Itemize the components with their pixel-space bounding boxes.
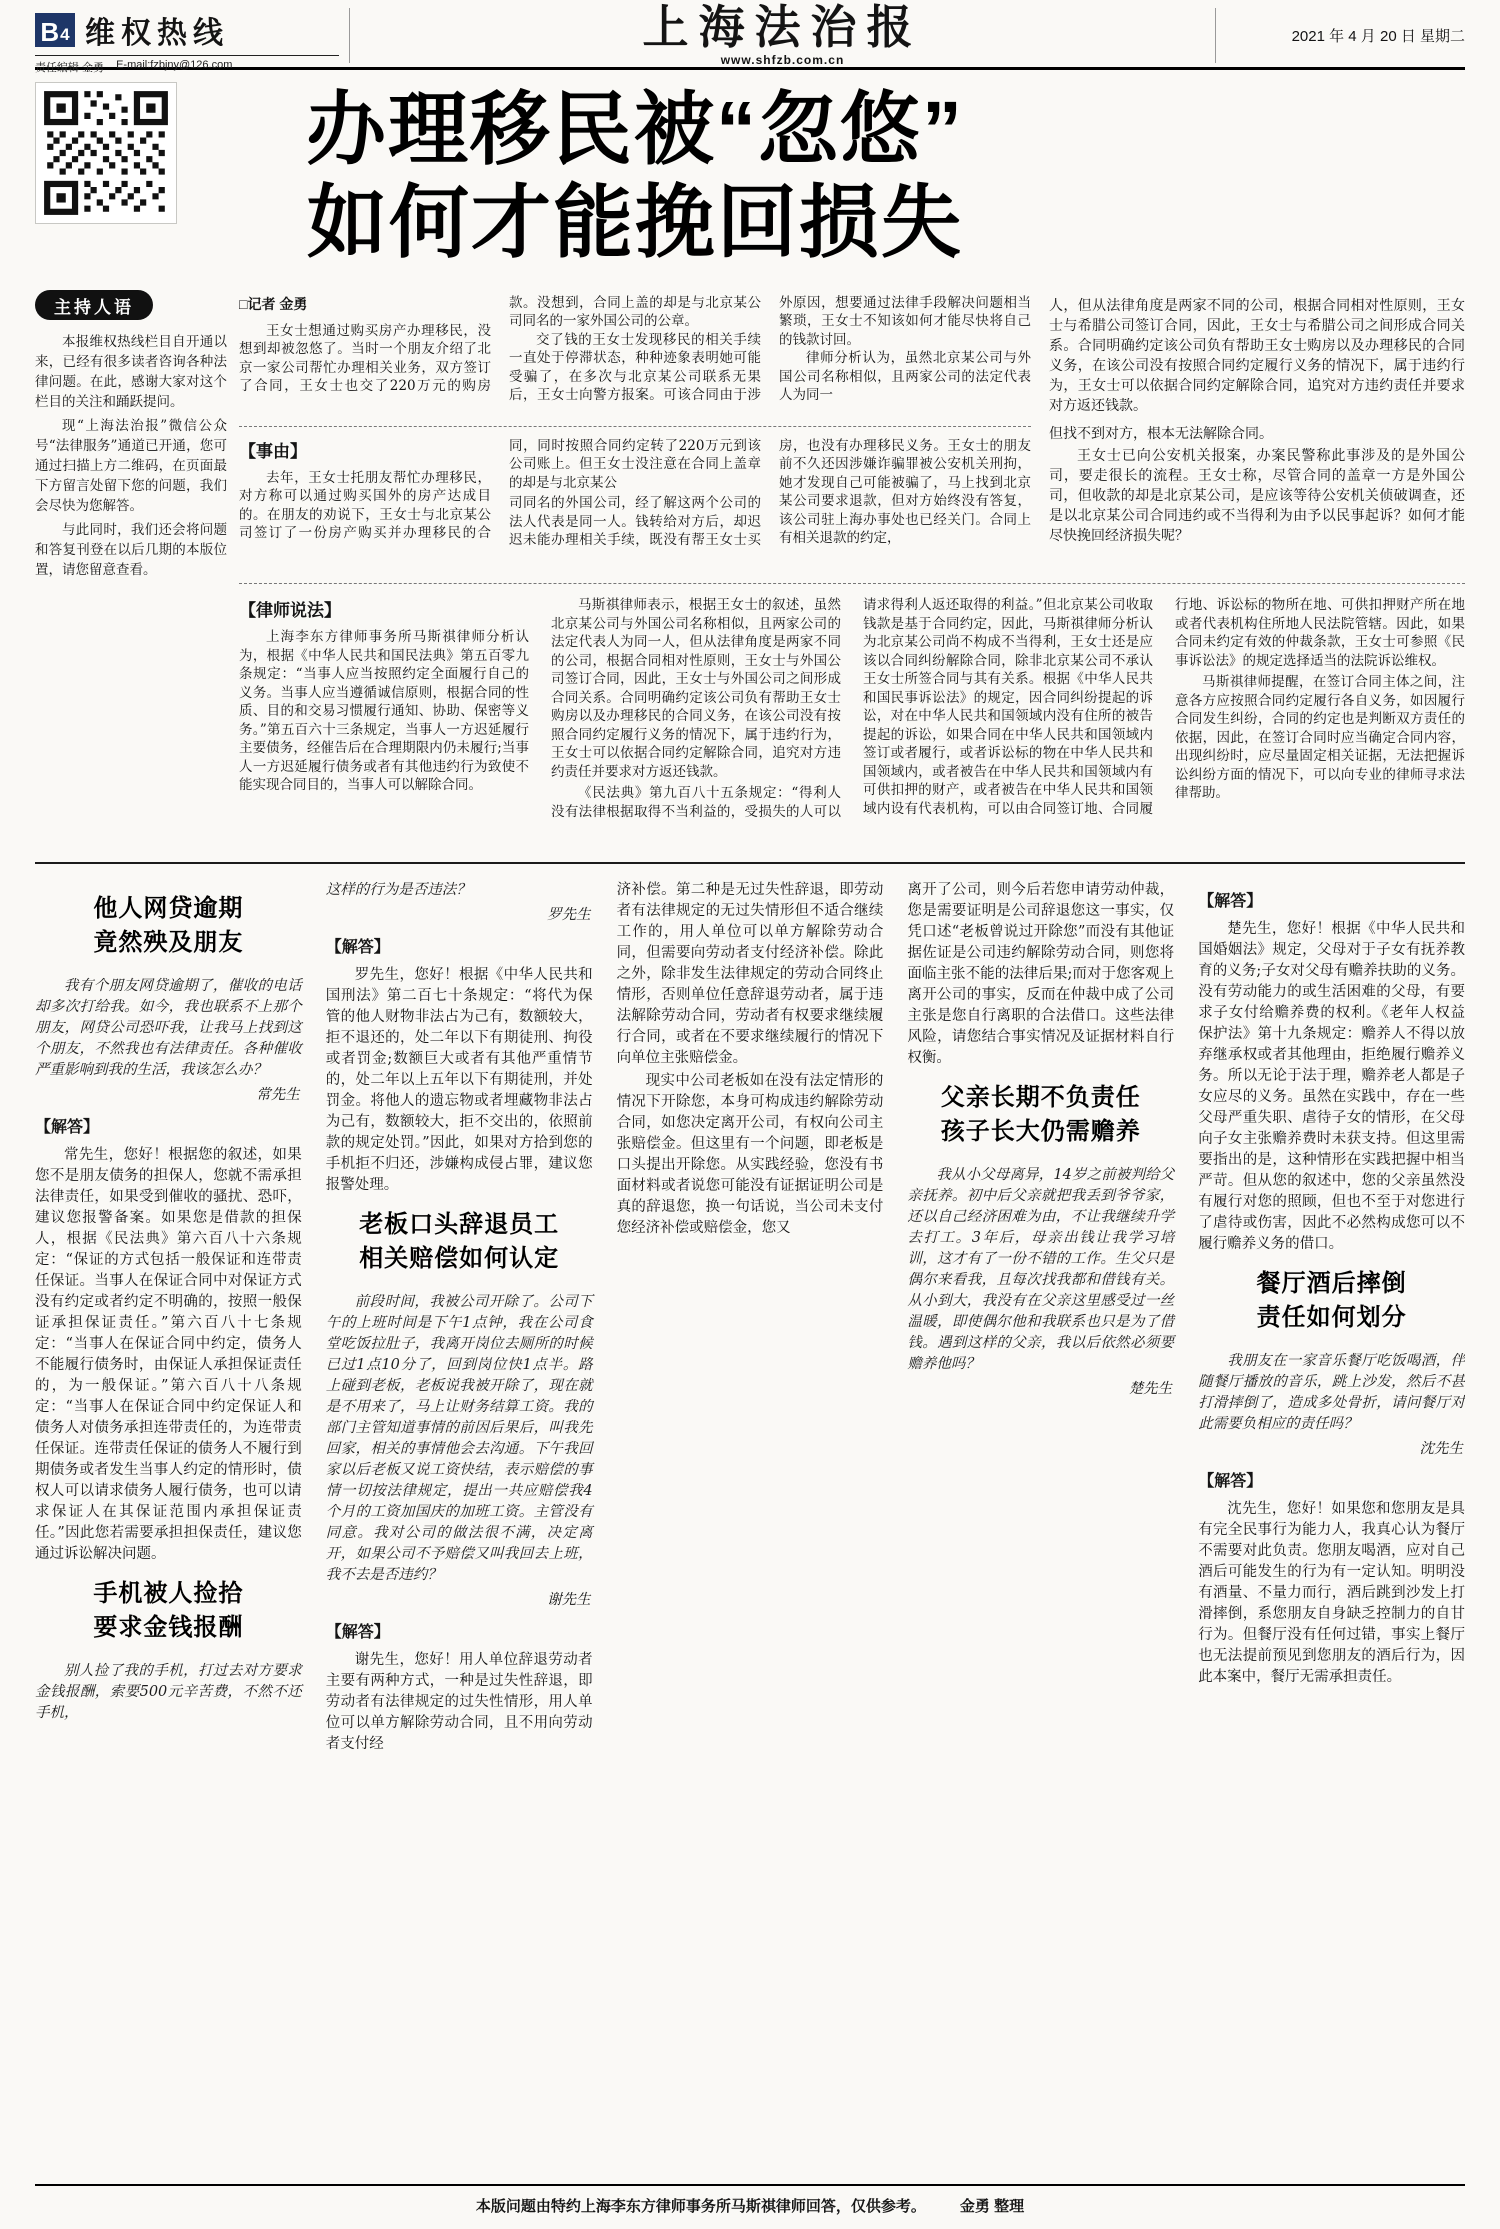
answer-label: 【解答】	[1198, 1473, 1263, 1491]
main-article-center	[239, 82, 1031, 569]
sidebar	[35, 82, 227, 584]
lawyer-paragraph: 马斯祺律师表示，根据王女士的叙述，虽然北京某公司与外国公司名称相似，且两家公司的法定代表人为同一人，但从法律角度是两家不同的公司，根据合同相对性原则，王女士与外国公司签订合同，因此，王女士与外国公司之间形成合同关系。合同明确约定该公司负有帮助王女士购房以及办理移民的合同义务，在该公司没有按照合同约定履行义务的情况下，属于违约行为，王女士可以依据合同约定解除合同，追究对方违约责任并要求对方返还钱款。	[551, 597, 841, 780]
answer-label: 【解答】	[325, 939, 390, 956]
lawyer-paragraph: 上海李东方律师事务所马斯祺律师分析认为，根据《中华人民共和国民法典》第五百零九条规定：“当事人应当按照约定全面履行自己的义务。当事人应当遵循诚信原则，根据合同的性质、目的和交易习惯履行通知、协助、保密等义务。”第五百六十三条规定，当事人一方迟延履行主要债务，经催告后在合理期限内仍未履行;当事人一方迟延履行债务或者有其他违约行为致使不能实现合同目的，当事人可以解除合同。	[239, 629, 529, 793]
qa-column-5	[1198, 880, 1465, 2126]
editor-line	[35, 56, 339, 75]
qa-question: 我有个朋友网贷逾期了，催收的电话却多次打给我。如今，我也联系不上那个朋友，网贷公司恐吓我，让我马上找到这个朋友，不然我也有法律责任。各种催收严重影响到我的生活，我该怎么办？	[35, 978, 302, 1079]
article-title-restaurant	[1198, 1267, 1465, 1335]
qa-answer: 楚先生，您好！根据《中华人民共和国婚姻法》规定，父母对于子女有抚养教育的义务;子女对父母有赡养扶助的义务。没有劳动能力的或生活困难的父母，有要求子女付给赡养费的权利。《老年人权益保护法》第十九条规定：赡养人不得以放弃继承权或者其他理由，拒绝履行赡养义务。所以无论于法于理，赡养老人都是子女应尽的义务。虽然在实践中，存在一些父母严重失职、虐待子女的情形，在父母向子女主张赡养费时未获支持。但这里需要指出的是，这种情形在实践把握中相当严苛。但从您的叙述中，您的父亲虽然没有履行对您的照顾，但也不至于对您进行了虐待或伤害，因此不必然构成您可以不履行赡养义务的借口。	[1198, 921, 1465, 1252]
qa-answer-continued: 济补偿。第二种是无过失性辞退，即劳动者有法律规定的无过失情形但不适合继续工作的，用人单位可以单方解除劳动合同，但需要向劳动者支付经济补偿。除此之外，除非发生法律规定的劳动合同终止情形，否则单位任意辞退劳动者，属于违法解除劳动合同，劳动者有权要求继续履行合同，或者在不要求继续履行的情况下向单位主张赔偿金。	[616, 882, 884, 1066]
cause-section	[239, 426, 1031, 552]
answer-label: 【解答】	[35, 1119, 100, 1137]
host-note-paragraph: 与此同时，我们还会将问题和答复刊登在以后几期的本版位置，请您留意查看。	[35, 522, 227, 578]
footer-credit: 金勇 整理	[959, 2198, 1025, 2215]
article-title-loan	[35, 892, 302, 960]
intro-paragraph: 王女士想通过购买房产办理移民，没想到却被忽悠了。当时一个朋友介绍了北京一家公司帮忙办理相关业务，双方签订了合同，王女士也交了220万元的购房款。没想到，合同上盖的却是与北京某公司同名的一家外国公司的公章。	[239, 294, 761, 395]
analysis-paragraph: 但找不到对方，根本无法解除合同。	[1049, 426, 1273, 442]
title-line: 责任如何划分	[1256, 1304, 1407, 1332]
cause-section-label: 【事由】	[239, 441, 307, 461]
main-article-area	[35, 82, 1465, 584]
article-title-father	[907, 1081, 1174, 1149]
host-note-paragraph: 本报维权热线栏目自开通以来，已经有很多读者咨询各种法律问题。在此，感谢大家对这个栏目的关注和踊跃提问。	[35, 334, 227, 410]
issue-date: 2021 年 4 月 20 日 星期二	[1215, 8, 1465, 63]
footer-note: 本版问题由特约上海李东方律师事务所马斯祺律师回答，仅供参考。	[475, 2198, 926, 2215]
qa-asker: 谢先生	[547, 1592, 591, 1609]
editor-email: E-mail:fzbjny@126.com	[116, 59, 233, 71]
section-title: 维权热线	[85, 17, 229, 50]
headline-line-1: 办理移民被“忽悠”	[306, 85, 964, 174]
main-article-body	[239, 82, 1465, 584]
title-line: 餐厅酒后摔倒	[1256, 1270, 1407, 1297]
editor-name: 责任编辑 金勇	[35, 62, 105, 74]
host-note-title: 主持人语	[35, 290, 153, 320]
header-center	[350, 0, 1215, 67]
title-line: 手机被人捡拾	[93, 1580, 244, 1608]
answer-label: 【解答】	[325, 1624, 390, 1642]
qa-answer-continued: 离开了公司，则今后若您申请劳动仲裁，您是需要证明是公司辞退您这一事实，仅凭口述“老板曾说过开除您”而没有其他证据佐证是公司违约解除劳动合同，则您将面临主张不能的法律后果;而对于您客观上离开公司的事实，反而在仲裁中成了公司主张是您自行离职的合法借口。这些法律风险，请您结合事实情况及证据材料自行权衡。	[907, 882, 1175, 1066]
page-footer	[35, 2184, 1465, 2229]
qa-answer: 常先生，您好！根据您的叙述，如果您不是朋友债务的担保人，您就不需承担法律责任，如果受到催收的骚扰、恐吓，建议您报警备案。如果您是借款的担保人，根据《民法典》第六百八十六条规定：“保证的方式包括一般保证和连带责任保证。当事人在保证合同中对保证方式没有约定或者约定不明确的，按照一般保证承担保证责任。”第六百八十七条规定：“当事人在保证合同中约定，债务人不能履行债务时，由保证人承担保证责任的，为一般保证。”第六百八十八条规定：“当事人在保证合同中约定保证人和债务人对债务承担连带责任的，为连带责任保证。连带责任保证的债务人不履行到期债务或者发生当事人约定的情形时，债权人可以请求债务人履行债务，也可以请求保证人在其保证范围内承担保证责任。”因此您若需要承担担保责任，建议您通过诉讼解决问题。	[35, 1147, 302, 1563]
qa-answer: 沈先生，您好！如果您和您朋友是具有完全民事行为能力人，我真心认为餐厅不需要对此负责。您朋友喝酒，应对自己酒后可能发生的行为有一定认知。明明没有酒量、不量力而行，酒后跳到沙发上打滑摔倒，系您朋友自身缺乏控制力的自甘行为。但餐厅没有任何过错，事实上餐厅也无法提前预见到您朋友的酒后行为，因此本案中，餐厅无需承担责任。	[1198, 1501, 1465, 1686]
title-line: 老板口头辞退员工	[359, 1211, 560, 1238]
lawyer-section-label: 【律师说法】	[239, 601, 341, 620]
lawyer-paragraph: 马斯祺律师提醒，在签订合同主体之间，注意各方应按照合同约定履行各自义务，如因履行合同发生纠纷，合同的约定也是判断双方责任的依据，因此，在签订合同时应当确定合同内容，出现纠纷时，应尽量固定相关证据，无法把握诉讼纠纷方面的情况下，可以向专业的律师寻求法律帮助。	[1175, 674, 1465, 801]
title-line: 竟然殃及朋友	[93, 929, 244, 957]
masthead: 上海法治报	[642, 0, 923, 54]
qa-asker: 常先生	[256, 1087, 300, 1104]
cause-paragraph: 司同名的外国公司，经了解这两个公司的法人代表是同一人。钱转给对方后，却迟迟未能办理相关手续，既没有帮王女士买房，也没有办理移民义务。王女士的朋友前不久还因涉嫌诈骗罪被公安机关刑拘，她才发现自己可能被骗了，马上找到北京某公司要求退款，但对方始终没有答复，该公司驻上海办事处也已经关门。合同上有相关退款的约定，	[509, 437, 1031, 549]
qa-answer-continued: 现实中公司老板如在没有法定情形的情况下开除您，本身可构成违约解除劳动合同，如您决定离开公司，有权向公司主张赔偿金。但这里有一个问题，即老板是口头提出开除您。从实践经验，您没有书面材料或者说您可能没有证据证明公司是真的辞退您，换一句话说，当公司未支付您经济补偿或赔偿金，您又	[616, 1073, 884, 1236]
title-line: 孩子长大仍需赡养	[940, 1118, 1141, 1146]
analysis-paragraph: 王女士已向公安机关报案，办案民警称此事涉及的是外国公司，要走很长的流程。王女士称，尽管合同的盖章一方是外国公司，但收款的却是北京某公司，是应该等待公安机关侦破调查，还是以北京某公司合同违约或不当得利为由予以民事起诉？如何才能尽快挽回经济损失呢？	[1049, 448, 1465, 544]
article-intro	[239, 294, 1031, 412]
lawyer-paragraph: 《民法典》第九百八十五条规定：“得利人没有法律根据取得不当利益的，受损失的人可以请求得利人返还取得的利益。”但北京某公司收取钱款是基于合同约定，因此，马斯祺律师分析认为北京某公司尚不构成不当得利，王女士还是应该以合同纠纷解除合同，除非北京某公司不承认王女士所签合同与其有关系。根据《中华人民共和国民事诉讼法》的规定，因合同纠纷提起的诉讼，对在中华人民共和国领域内没有住所的被告提起的诉讼，如果合同在中华人民共和国领域内签订或者履行，或者诉讼标的物在中华人民共和国领域内，或者被告在中华人民共和国领域内有可供扣押的财产，或者被告在中华人民共和国领域内设有代表机构，可以由合同签订地、合同履行地、诉讼标的物所在地、可供扣押财产所在地或者代表机构住所地人民法院管辖。因此，如果合同未约定有效的仲裁条款，王女士可参照《民事诉讼法》的规定选择适当的法院诉讼维权。	[551, 597, 1465, 820]
website-url: www.shfzb.com.cn	[720, 53, 845, 67]
qa-question: 别人捡了我的手机，打过去对方要求金钱报酬，索要500元辛苦费，不然不还手机，	[35, 1663, 302, 1722]
qa-asker: 罗先生	[547, 907, 591, 923]
article-title-boss	[326, 1208, 593, 1276]
page-badge-letter: B	[40, 17, 60, 47]
analysis-column	[1049, 82, 1465, 569]
intro-paragraph: 交了钱的王女士发现移民的相关手续一直处于停滞状态，种种迹象表明她可能受骗了，在多次与北京某公司联系无果后，王女士向警方报案。可该合同由于涉外原因，想要通过法律手段解决问题相当繁琐，王女士不知该如何才能尽快将自己的钱款讨回。	[509, 294, 1031, 404]
qr-code	[35, 82, 177, 224]
qa-column-2	[326, 880, 593, 2126]
qa-asker: 楚先生	[1128, 1381, 1173, 1398]
host-note-paragraph: 现“上海法治报”微信公众号“法律服务”通道已开通，您可通过扫描上方二维码，在页面最下方留言处留下您的问题，我们会尽快为您解答。	[35, 418, 227, 514]
intro-paragraph: 律师分析认为，虽然北京某公司与外国公司名称相似，且两家公司的法定代表人为同一	[779, 350, 1031, 404]
byline: □记者 金勇	[239, 295, 308, 312]
qa-column-4	[907, 880, 1174, 2126]
article-title-phone	[35, 1577, 302, 1645]
header-left	[35, 8, 350, 74]
main-headline	[239, 84, 1031, 270]
qa-answer: 谢先生，您好！用人单位辞退劳动者主要有两种方式，一种是过失性辞退，即劳动者有法律规定的过失性情形，用人单位可以单方解除劳动合同，且不用向劳动者支付经	[325, 1652, 593, 1753]
title-line: 相关赔偿如何认定	[359, 1245, 560, 1273]
page-number-badge	[35, 13, 75, 47]
lawyer-opinion-section	[239, 596, 1465, 846]
qa-column-1	[35, 880, 302, 2126]
answer-label: 【解答】	[1198, 893, 1263, 910]
page-header	[35, 0, 1465, 74]
title-line: 要求金钱报酬	[93, 1614, 244, 1642]
qa-asker: 沈先生	[1419, 1441, 1463, 1458]
qa-question: 我朋友在一家音乐餐厅吃饭喝酒，伴随餐厅播放的音乐，跳上沙发，然后不甚打滑摔倒了，造成多处骨折，请问餐厅对此需要负相应的责任吗？	[1198, 1353, 1465, 1433]
qa-column-3	[617, 880, 884, 2126]
page-badge-number: 4	[60, 25, 70, 45]
qa-answer: 罗先生，您好！根据《中华人民共和国刑法》第二百七十条规定：“将代为保管的他人财物非法占为己有，数额较大，拒不退还的，处二年以下有期徒刑、拘役或者罚金;数额巨大或者有其他严重情节的，处二年以上五年以下有期徒刑，并处罚金。将他人的遗忘物或者埋藏物非法占为己有，数额较大，拒不交出的，依照前款的规定处罚。”因此，如果对方拾到您的手机拒不归还，涉嫌构成侵占罪，建议您报警处理。	[325, 967, 593, 1193]
title-line: 他人网贷逾期	[93, 895, 244, 922]
qa-question: 我从小父母离异，14岁之前被判给父亲抚养。初中后父亲就把我丢到爷爷家，还以自己经济困难为由，不让我继续升学去打工。3年后，母亲出钱让我学习培训，这才有了一份不错的工作。生父只是偶尔来看我，且每次找我都和借钱有关。从小到大，我没有在父亲这里感受过一丝温暖，即使偶尔他和我联系也只是为了借钱。遇到这样的父亲，我以后依然必须要赡养他吗？	[907, 1167, 1175, 1373]
qa-question-continued: 这样的行为是否违法？	[325, 882, 471, 898]
host-note	[35, 332, 227, 580]
analysis-paragraph: 人，但从法律角度是两家不同的公司，根据合同相对性原则，王女士与希腊公司签订合同，因此，王女士与希腊公司之间形成合同关系。合同明确约定该公司负有帮助王女士购房以及办理移民的合同义务，在该公司没有按照合同约定履行义务的情况下，属于违约行为，王女士可以依据合同约定解除合同，追究对方违约责任并要求对方返还钱款。	[1049, 298, 1465, 414]
qa-section	[35, 864, 1465, 2126]
title-line: 父亲长期不负责任	[940, 1084, 1141, 1111]
qa-question: 前段时间，我被公司开除了。公司下午的上班时间是下午1点钟，我在公司食堂吃饭拉肚子，我离开岗位去厕所的时候已过1点10分了，回到岗位快1点半。路上碰到老板，老板说我被开除了，现在就是不用来了，马上让财务结算工资。我的部门主管知道事情的前因后果后，叫我先回家，相关的事情他会去沟通。下午我回家以后老板又说工资快结，表示赔偿的事情一切按法律规定，提出一共应赔偿我4个月的工资加国庆的加班工资。主管没有同意。我对公司的做法很不满，决定离开，如果公司不予赔偿又叫我回去上班，我不去是否违约？	[325, 1294, 593, 1584]
cause-paragraph: 去年，王女士托朋友帮忙办理移民，对方称可以通过购买国外的房产达成目的。在朋友的劝说下，王女士与北京某公司签订了一份房产购买并办理移民的合同，同时按照合同约定转了220万元到该公司账上。但王女士没注意在合同上盖章的却是与北京某公	[239, 437, 761, 542]
headline-line-2: 如何才能挽回损失	[307, 177, 963, 267]
